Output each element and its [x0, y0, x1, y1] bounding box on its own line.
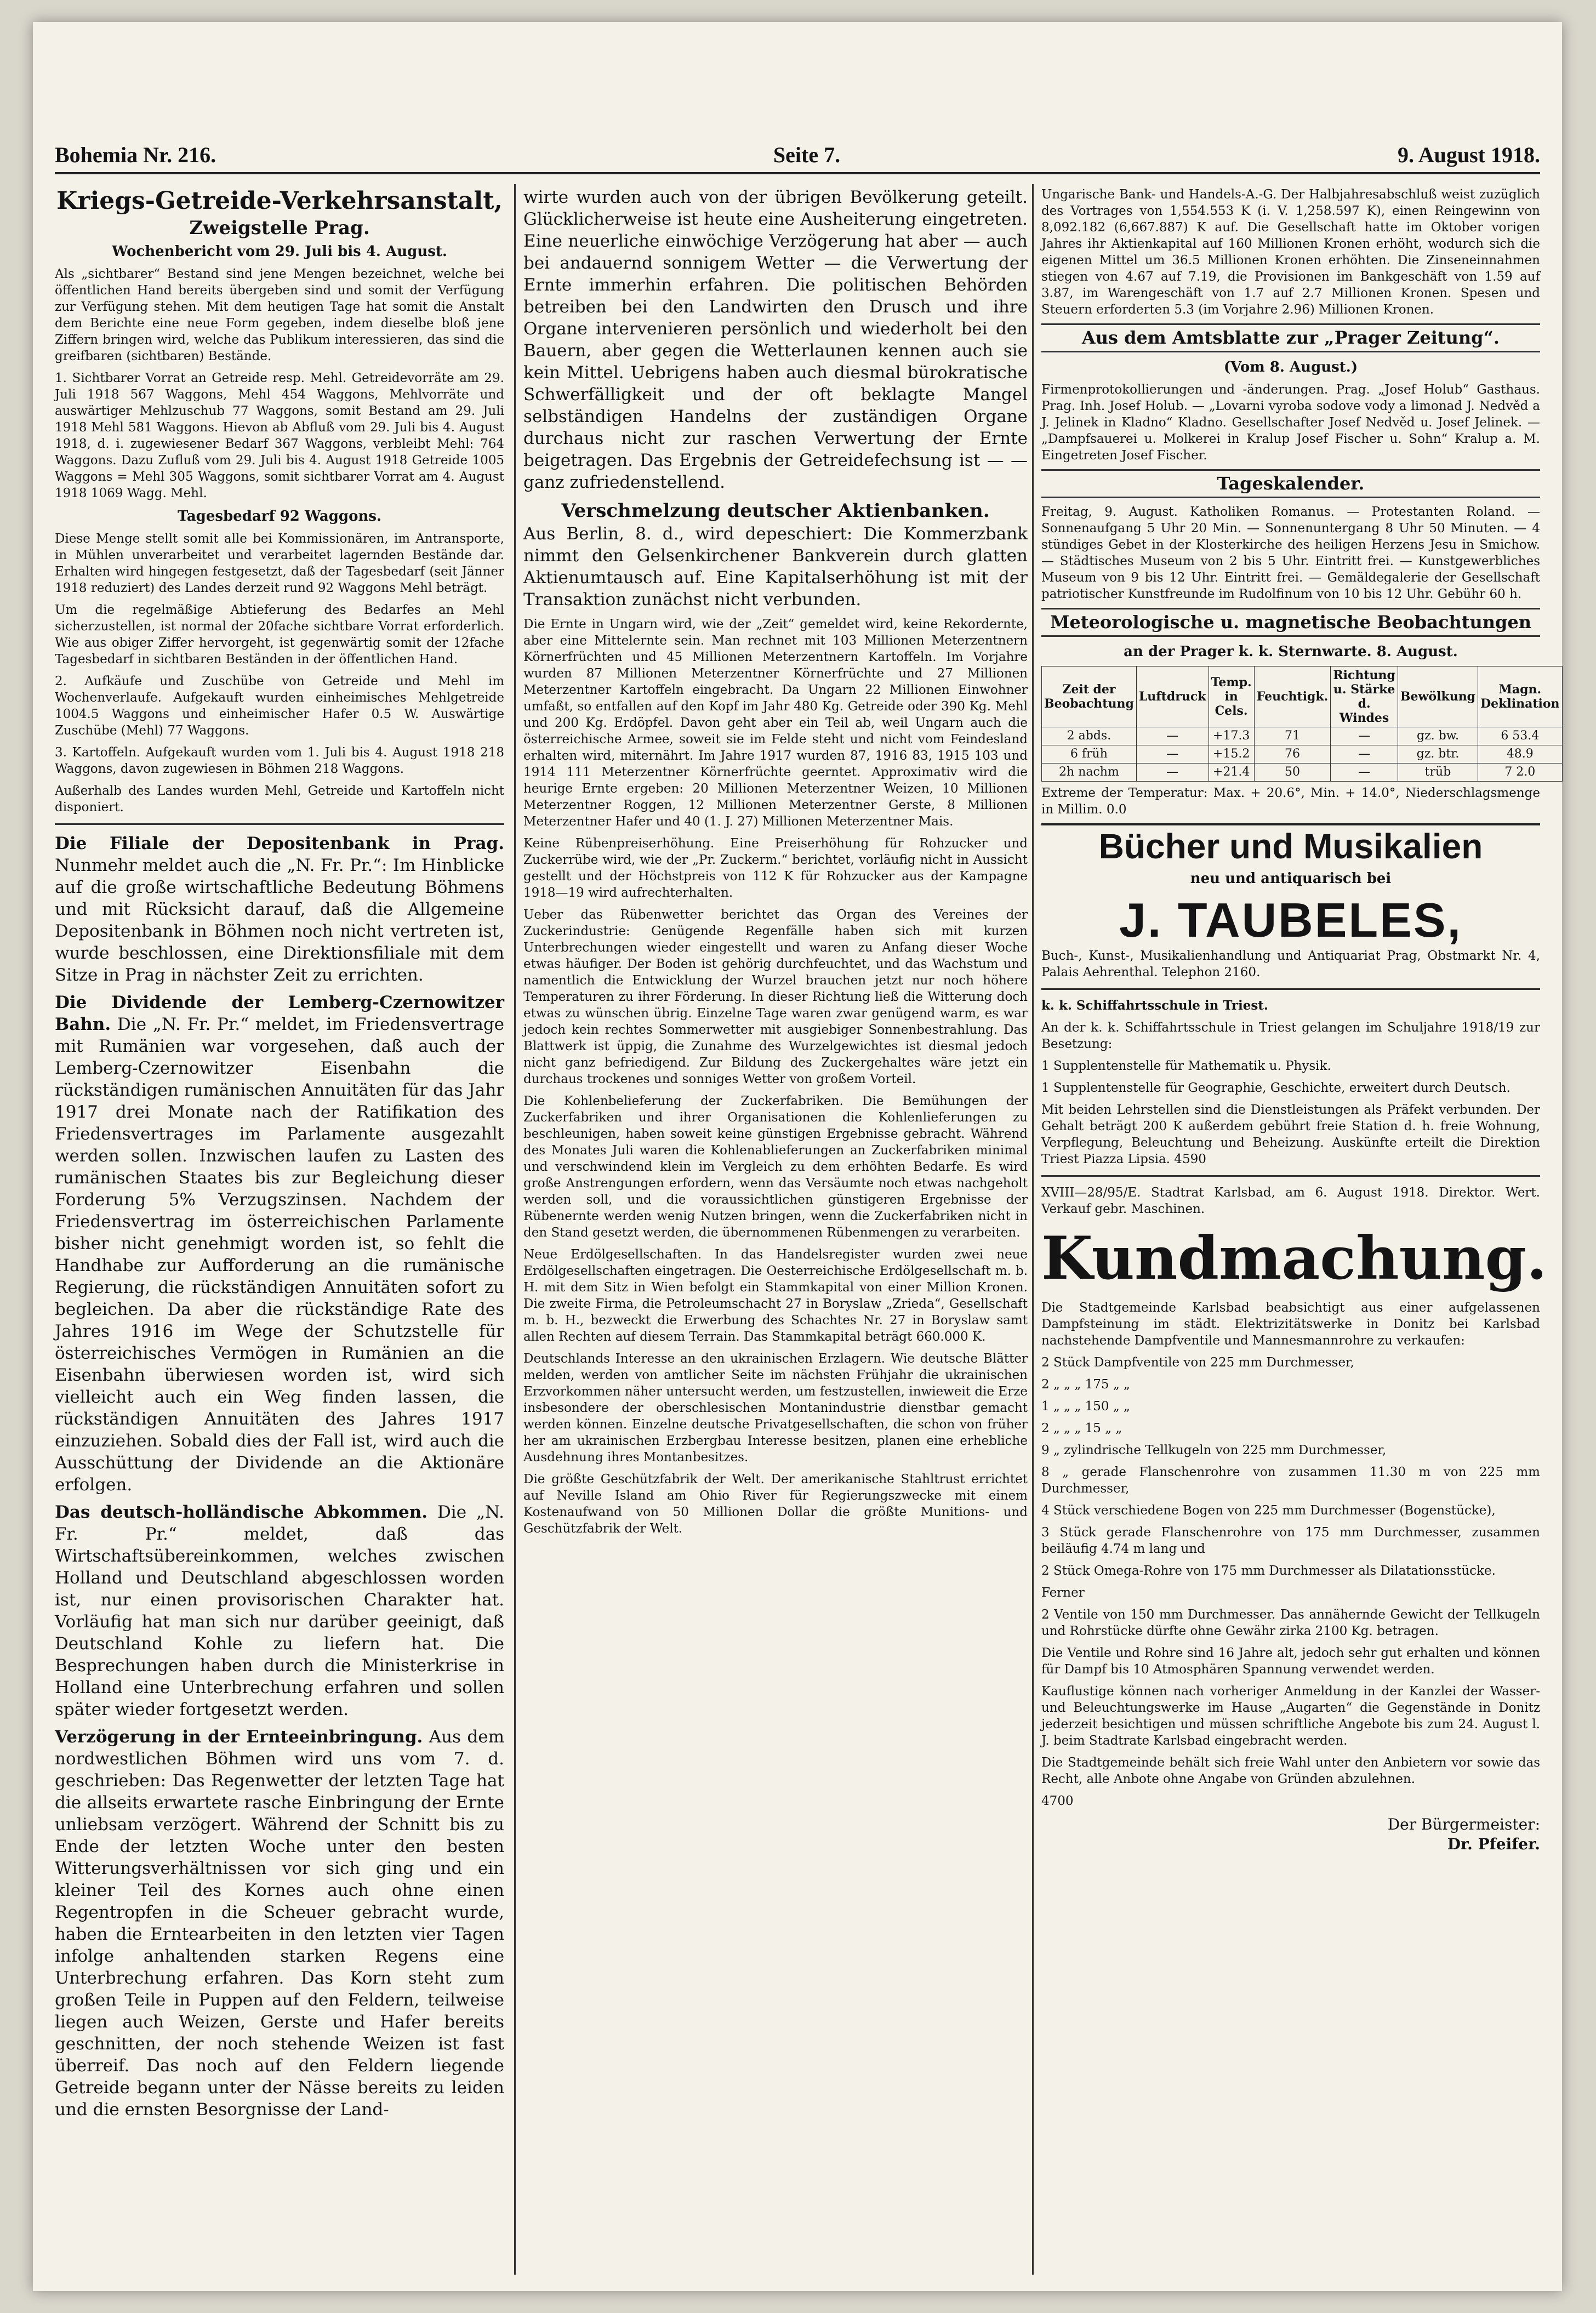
ad-company-name: J. TAUBELES,	[1119, 893, 1462, 947]
meteo-col-header: Temp. in Cels.	[1209, 666, 1254, 727]
table-cell: —	[1331, 727, 1398, 745]
table-cell: 48.9	[1478, 745, 1562, 764]
table-cell: 71	[1254, 727, 1331, 745]
text-schule-2: Mit beiden Lehrstellen sind die Dienstleistungen als Präfekt verbunden. Der Gehalt beträgt 200 K außerdem gebührt freie Station d. h. freie Wohnung, Verpflegung, Beleuchtung und Beheizung. Auskünfte erteilt die Direktion Triest Piazza Lipsia. 4590	[1041, 1103, 1540, 1166]
signature-name: Dr. Pfeifer.	[1447, 1835, 1540, 1853]
divider	[1041, 1175, 1540, 1177]
kund-text-3: Kauflustige können nach vorheriger Anmeldung in der Kanzlei der Wasser- und Beleuchtungswerke im Hause „Augarten“ die Gegenstände in Donitz jederzeit besichtigen und müssen schriftliche Angebote bis zum 24. August l. J. beim Stadtrate Karlsbad eingebracht werden.	[1041, 1684, 1540, 1748]
text-fusion: Aus Berlin, 8. d., wird depeschiert: Die Kommerzbank nimmt den Gelsenkirchener Bankverein durch glatten Aktienumtausch auf. Eine Kapitalserhöhung ist mit der Transaktion zunächst nicht verbunden.	[523, 524, 1028, 609]
text-ruebenpreis: Keine Rübenpreiserhöhung. Eine Preiserhöhung für Rohzucker und Zuckerrübe wird, wie der „Pr. Zuckerm.“ berichtet, vorläufig nicht in Aussicht gestellt und der Höchstpreis von 112 K für Rohzucker aus der Kampagne 1918—19 wird aufrechterhalten.	[523, 836, 1028, 900]
text-ungarn: Die Ernte in Ungarn wird, wie der „Zeit“ gemeldet wird, keine Rekordernte, aber eine Mittelernte sein. Man rechnet mit 103 Millionen Meterzentnern Körnerfrüchten und 45 Millionen Meterzentnern Kartoffeln. Im Vorjahre wurden 87 Millionen Meterzentner Körnerfrüchte und 27 Millionen Meterzentner Kartoffeln eingebracht. Da Ungarn 22 Millionen Einwohner umfaßt, so entfallen auf den Kopf im Jahr 480 Kg. Getreide oder 390 Kg. Mehl und 200 Kg. Erdöpfel. Davon geht aber ein Teil ab, weil Ungarn auch die österreichische Armee, soweit sie im Felde steht und nicht vom Feindesland erhalten wird, miternährt. Im Jahre 1917 wurden 87, 1916 83, 1915 103 und 1914 111 Meterzentner Körnerfrüchte geerntet. Approximativ wird die heurige Ernte ergeben: 20 Millionen Meterzentner Weizen, 10 Millionen Meterzentner Roggen, 12 Millionen Meterzentner Gerste, 8 Millionen Meterzentner Hafer und 40 (1. J. 27) Millionen Meterzentner Mais.	[523, 617, 1028, 829]
page-header	[55, 129, 1540, 174]
meteo-extreme: Extreme der Temperatur: Max. + 20.6°, Min. + 14.0°, Niederschlagsmenge in Millim. 0.0	[1041, 786, 1540, 817]
ad-title: Bücher und Musikalien	[1041, 823, 1540, 867]
meteo-col-header: Bewölkung	[1398, 666, 1478, 727]
header-issue: Bohemia Nr. 216.	[55, 143, 216, 167]
header-date: 9. August 1918.	[1397, 143, 1540, 167]
list-item: 3 Stück gerade Flanschenrohre von 175 mm Durchmesser, zusammen beiläufig 4.74 m lang und	[1041, 1525, 1540, 1556]
divider	[1041, 988, 1540, 990]
week-report: Wochenbericht vom 29. Juli bis 4. August.	[112, 243, 447, 260]
text-amtsblatt: Firmenprotokollierungen und -änderungen. Prag. „Josef Holub“ Gasthaus. Prag. Inh. Josef Holub. — „Lovarni vyroba sodove vody a limonad J. Nedvěd a J. Jelinek in Kladno“ Kladno. Gesellschafter Josef Nedvěd u. Josef Jelinek. — „Dampfsauerei u. Molkerei in Kralup Josef Fischer u. Sohn“ Kralup a. M. Eingetreten Josef Fischer.	[1041, 383, 1540, 463]
table-row	[1042, 764, 1563, 782]
signature-role: Der Bürgermeister:	[1387, 1815, 1540, 1833]
paragraph: Außerhalb des Landes wurden Mehl, Getreide und Kartoffeln nicht disponiert.	[55, 784, 504, 814]
column-rule	[1032, 184, 1034, 2275]
text-ernte: Aus dem nordwestlichen Böhmen wird uns vom 7. d. geschrieben: Das Regenwetter der letzten Tage hat die allseits erwartete rasche Einbringung der Ernte unliebsam verzögert. Während der Schnitt bis zu Ende der letzten Woche unter den besten Witterungsverhältnissen vor sich ging und ein kleiner Teil des Kornes auch ohne einen Regentropfen in die Scheuer gebracht wurde, haben die Erntearbeiten in den letzten vier Tagen infolge anhaltenden starken Regens eine Unterbrechung erfahren. Das Korn steht zum großen Teile in Puppen auf den Feldern, teilweise liegen auch Weizen, Gerste und Hafer bereits geschnitten, der noch stehende Weizen ist fast überreif. Das noch auf den Feldern liegende Getreide begann unter der Nässe bereits zu leiden und die ernsten Besorgnisse der Land-	[55, 1727, 505, 2120]
headline-schule: k. k. Schiffahrtsschule in Triest.	[1041, 998, 1268, 1013]
ad-subtitle: neu und antiquarisch bei	[1190, 870, 1392, 887]
kundmachung-title: Kundmachung.	[1041, 1224, 1547, 1293]
list-item: 4 Stück verschiedene Bogen von 225 mm Durchmesser (Bogenstücke),	[1041, 1503, 1496, 1518]
headline-abkommen: Das deutsch-holländische Abkommen.	[55, 1502, 428, 1522]
table-cell: +21.4	[1209, 764, 1254, 782]
list-item: 1 „ „ „ 150 „ „	[1041, 1399, 1130, 1414]
meteo-col-header: Magn. Deklination	[1478, 666, 1562, 727]
text-bank: Ungarische Bank- und Handels-A.-G. Der Halbjahresabschluß weist zuzüglich des Vortrages von 1,554.553 K (i. V. 1,258.597 K), einen Reingewinn von 8,092.182 (6,667.887) K auf. Die Gesellschaft hatte im Oktober vorigen Jahres ihr Aktienkapital auf 160 Millionen Kronen erhöht, wodurch sich die eigenen Mittel um 36.5 Millionen Kronen erhöhten. Die Zinseneinnahmen stiegen von 4.67 auf 7.19, die Provisionen im Bankgeschäft von 1.59 auf 3.87, im Warengeschäft von 1.7 auf 2.7 Millionen Kronen. Spesen und Steuern erforderten 5.3 (im Vorjahre 2.96) Millionen Kronen.	[1041, 187, 1540, 317]
table-cell: gz. bw.	[1398, 727, 1478, 745]
meteo-header-row	[1042, 666, 1563, 727]
column-2	[523, 186, 1028, 1542]
table-cell: 6 früh	[1042, 745, 1137, 764]
meteo-col-header: Zeit der Beobachtung	[1042, 666, 1137, 727]
article-subtitle: Zweigstelle Prag.	[189, 217, 370, 239]
headline-dividende: Die Dividende der Lemberg-Czernowitzer Bahn.	[55, 993, 504, 1034]
karlsbad-reference: XVIII—28/95/E. Stadtrat Karlsbad, am 6. August 1918. Direktor. Wert. Verkauf gebr. Maschinen.	[1041, 1186, 1540, 1216]
table-cell: 2h nachm	[1042, 764, 1137, 782]
kund-text-2: Die Ventile und Rohre sind 16 Jahre alt, jedoch sehr gut erhalten und können für Dampf bis 10 Atmosphären Spannung verwendet werden.	[1041, 1646, 1540, 1677]
text-dividende: Die „N. Fr. Pr.“ meldet, im Friedensvertrage mit Rumänien war vorgesehen, daß auch der Lemberg-Czernowitzer Eisenbahn die rückständigen rumänischen Annuitäten für das Jahr 1917 drei Monate nach der Ratifikation des Friedensvertrages im Parlamente ausgezahlt werden sollen. Inzwischen laufen zu Lasten des rumänischen Staates bis zur Begleichung dieser Forderung 5% Verzugszinsen. Nachdem der Friedensvertrag im österreichischen Parlamente bisher nicht genehmigt worden ist, so fehlt die Handhabe zur Aufforderung an die rumänische Regierung, die rückständigen Annuitäten sofort zu begleichen. Da aber die rückständige Rate des Jahres 1916 im Wege der Schutzstelle für österreichisches Vermögen in Rumänien an die Eisenbahn überwiesen worden ist, wird sich vielleicht auch ein Weg finden lassen, die rückständigen Annuitäten des Jahres 1917 einzuziehen. Sobald dies der Fall ist, wird auch die Ausschüttung der Dividende an die Aktionäre erfolgen.	[55, 1015, 505, 1495]
table-cell: —	[1331, 764, 1398, 782]
paragraph: Diese Menge stellt somit alle bei Kommissionären, im Antransporte, in Mühlen unverarbeitet und verarbeitet lagernden Bestände dar. Erhalten wird hingegen festgesetzt, daß der Tagesbedarf (seit Jänner 1918 reduziert) des Landes derzeit rund 92 Waggons Mehl beträgt.	[55, 532, 504, 595]
list-item: 9 „ zylindrische Tellkugeln von 225 mm Durchmesser,	[1041, 1443, 1387, 1457]
divider	[55, 823, 504, 825]
newspaper-page	[33, 22, 1562, 2291]
table-cell: 2 abds.	[1042, 727, 1137, 745]
list-item: 2 Stück Dampfventile von 225 mm Durchmesser,	[1041, 1355, 1354, 1370]
kund-text-4: Die Stadtgemeinde behält sich freie Wahl unter den Anbietern vor sowie das Recht, alle Anbote ohne Angabe von Gründen abzulehnen.	[1041, 1756, 1540, 1786]
meteo-col-header: Luftdruck	[1136, 666, 1209, 727]
table-cell: —	[1136, 727, 1209, 745]
table-cell: 7 2.0	[1478, 764, 1562, 782]
text-erdoel: Neue Erdölgesellschaften. In das Handelsregister wurden zwei neue Erdölgesellschaften eingetragen. Die Oesterreichische Erdölgesellschaft m. b. H. mit dem Sitz in Wien befolgt ein Stammkapital von einer Million Kronen. Die zweite Firma, die Petroleumschacht 27 in Boryslaw „Zrieda“, Gesellschaft m. b. H., bezweckt die Erwerbung des Schachtes Nr. 27 in Boryslaw samt allen Rechten auf diesem Terrain. Das Stammkapital beträgt 660.000 K.	[523, 1247, 1028, 1344]
amtsblatt-date: (Vom 8. August.)	[1223, 359, 1358, 375]
list-item: 2 Ventile von 150 mm Durchmesser. Das annähernde Gewicht der Tellkugeln und Rohrstücke dürfte ohne Gewähr zirka 2100 Kg. betragen.	[1041, 1608, 1540, 1638]
text-abkommen: Die „N. Fr. Pr.“ meldet, daß das Wirtschaftsübereinkommen, welches zwischen Holland und Deutschland abgeschlossen worden ist, nur einen provisorischen Charakter hat. Vorläufig hat man sich nur darüber geeinigt, daß Deutschland Kohle zu liefern hat. Die Besprechungen haben durch die Ministerkrise in Holland eine Unterbrechung erfahren und sollen später wieder fortgesetzt werden.	[55, 1502, 504, 1719]
text-tageskalender: Freitag, 9. August. Katholiken Romanus. — Protestanten Roland. — Sonnenaufgang 5 Uhr 20 Min. — Sonnenuntergang 8 Uhr 50 Minuten. — 4 stündiges Gebet in der Klosterkirche des heiligen Herzens Jesu in Smichow. — Städtisches Museum von 2 bis 5 Uhr. Eintritt frei. — Kunstgewerbliches Museum von 9 bis 12 Uhr. Eintritt frei. — Gemäldegalerie der Gesellschaft patriotischer Kunstfreunde im Rudolfinum von 10 bis 12 Uhr. Gebühr 60 h.	[1041, 505, 1540, 601]
table-row	[1042, 745, 1563, 764]
table-cell: +15.2	[1209, 745, 1254, 764]
ad-address: Buch-, Kunst-, Musikalienhandlung und Antiquariat Prag, Obstmarkt Nr. 4, Palais Aehrenthal. Telephon 2160.	[1041, 949, 1540, 979]
headline-fusion: Verschmelzung deutscher Aktienbanken.	[561, 500, 990, 522]
text-ruebenwetter: Ueber das Rübenwetter berichtet das Organ des Vereines der Zuckerindustrie: Genügende Regenfälle haben sich mit kurzen Unterbrechungen wieder eingestellt und waren zu Anfang dieser Woche etwas häufiger. Der Boden ist gehörig durchfeuchtet, und das Wachstum und namentlich die Entwicklung der Wurzel brauchen jetzt nur noch höhere Temperaturen zu ihrer Förderung. In dieser Richtung ließ die Witterung doch etwas zu wünschen übrig. Einzelne Tage waren zwar genügend warm, es war jedoch kein rechtes Sommerwetter mit ausgiebiger Sonnenbestrahlung. Das Blattwerk ist üppig, die Zunahme des Wurzelgewichtes ist diesmal jedoch nicht ganz befriedigend. Zur Bildung des Zuckergehaltes wäre jetzt ein durchaus trockenes und sonniges Wetter von großem Vorteil.	[523, 908, 1028, 1086]
list-item: 2 „ „ „ 175 „ „	[1041, 1377, 1130, 1392]
list-item: 1 Supplentenstelle für Mathematik u. Physik.	[1041, 1059, 1331, 1073]
table-cell: 50	[1254, 764, 1331, 782]
text-schule: An der k. k. Schiffahrtsschule in Triest gelangen im Schuljahre 1918/19 zur Besetzung:	[1041, 1021, 1540, 1051]
paragraph: Als „sichtbarer“ Bestand sind jene Mengen bezeichnet, welche bei öffentlichen Hand bereits übergeben sind und somit der Verfügung zur Verfügung stehen. Mit dem heutigen Tage hat somit die Anstalt dem Berichte eine neue Form gegeben, indem dieselbe bloß jene Ziffern bringen wird, welche das Publikum interessieren, das sind die greifbaren (sichtbaren) Bestände.	[55, 267, 504, 363]
meteo-col-header: Feuchtigk.	[1254, 666, 1331, 727]
table-cell: —	[1331, 745, 1398, 764]
paragraph: 2. Aufkäufe und Zuschübe von Getreide und Mehl im Wochenverlaufe. Aufgekauft wurden einheimisches Mehlgetreide 1004.5 Waggons und einheimischer Hafer 0.5 W. Auswärtige Zuschübe (Mehl) 77 Waggons.	[55, 674, 504, 738]
table-row	[1042, 727, 1563, 745]
paragraph: Um die regelmäßige Abtieferung des Bedarfes an Mehl sicherzustellen, ist normal der 20fache sichtbare Vorrat erforderlich. Wie aus obiger Ziffer hervorgeht, ist gegenwärtig somit der 12fache Tagesbedarf in sichtbaren Beständen in der öffentlichen Hand.	[55, 603, 504, 666]
subheading-tagesbedarf: Tagesbedarf 92 Waggons.	[177, 508, 382, 525]
table-cell: —	[1136, 764, 1209, 782]
kund-number: 4700	[1041, 1794, 1074, 1808]
column-3	[1041, 186, 1560, 1854]
headline-tageskalender: Tageskalender.	[1041, 469, 1540, 498]
meteo-table	[1041, 666, 1563, 782]
signature-block	[1041, 1815, 1540, 1854]
table-cell: +17.3	[1209, 727, 1254, 745]
headline-amtsblatt: Aus dem Amtsblatte zur „Prager Zeitung“.	[1041, 323, 1540, 352]
list-item: 2 Stück Omega-Rohre von 175 mm Durchmesser als Dilatationsstücke.	[1041, 1564, 1496, 1578]
article-title-getreide: Kriegs-Getreide-Verkehrsanstalt,	[56, 187, 503, 215]
table-cell: gz. btr.	[1398, 745, 1478, 764]
list-item: 1 Supplentenstelle für Geographie, Geschichte, erweitert durch Deutsch.	[1041, 1081, 1511, 1095]
list-item: 2 „ „ „ 15 „ „	[1041, 1421, 1122, 1435]
headline-ernte: Verzögerung in der Ernteeinbringung.	[55, 1727, 423, 1747]
list-item: 8 „ gerade Flanschenrohre von zusammen 11.30 m von 225 mm Durchmesser,	[1041, 1465, 1540, 1496]
text-kohlen: Die Kohlenbelieferung der Zuckerfabriken. Die Bemühungen der Zuckerfabriken und ihrer Organisationen die Kohlenlieferungen zu beschleunigen, haben soweit keine günstigen Ergebnisse gebracht. Während des Monates Juli waren die Kohlenablieferungen an Zuckerfabriken minimal und verschwindend klein im Vergleich zu dem erhöhten Bedarfe. Es wird große Anstrengungen erfordern, wenn das Versäumte noch etwas nachgeholt werden soll, und die voraussichtlichen günstigeren Ergebnisse der Rübenernte werden wenig Nutzen bringen, wenn die Zuckerfabriken nicht in den Stand gesetzt werden, die übernommenen Rübenmengen zu verarbeiten.	[523, 1094, 1028, 1240]
meteo-col-header: Richtung u. Stärke d. Windes	[1331, 666, 1398, 727]
headline-meteo: Meteorologische u. magnetische Beobachtungen	[1041, 608, 1540, 637]
text-ukraine: Deutschlands Interesse an den ukrainischen Erzlagern. Wie deutsche Blätter melden, werden von amtlicher Seite im nächsten Frühjahr die ukrainischen Erzvorkommen näher untersucht werden, um festzustellen, inwieweit die Erze insbesondere der oberschlesischen Montanindustrie dienstbar gemacht werden können. Einzelne deutsche Privatgesellschaften, die schon von früher her am ukrainischen Erzbergbau Interesse besitzen, planen eine erhebliche Ausdehnung ihres Montanbesitzes.	[523, 1352, 1028, 1465]
list-item: Ferner	[1041, 1586, 1085, 1600]
column-rule	[514, 184, 516, 2275]
table-cell: 76	[1254, 745, 1331, 764]
header-page-number: Seite 7.	[773, 143, 841, 167]
table-cell: trüb	[1398, 764, 1478, 782]
table-cell: 6 53.4	[1478, 727, 1562, 745]
text-geschuetzfabrik: Die größte Geschützfabrik der Welt. Der amerikanische Stahltrust errichtet auf Neville Island am Ohio River für Regierungszwecke mit einem Kostenaufwand von 50 Millionen Dollar die größte Munitions- und Geschützfabrik der Welt.	[523, 1472, 1028, 1536]
paragraph: 3. Kartoffeln. Aufgekauft wurden vom 1. Juli bis 4. August 1918 218 Waggons, davon zugewiesen in Böhmen 218 Waggons.	[55, 745, 504, 776]
paragraph: 1. Sichtbarer Vorrat an Getreide resp. Mehl. Getreidevorräte am 29. Juli 1918 567 Waggons, Mehl 454 Waggons, Mehlvorräte und auswärtiger Mehlzuschub 77 Waggons, somit Bestand am 29. Juli 1918 Mehl 581 Waggons. Hievon ab Abfluß vom 29. Juli bis 4. August 1918, d. i. zugewiesener Bedarf 367 Waggons, verbleibt Mehl: 764 Waggons. Dazu Zufluß vom 29. Juli bis 4. August 1918 Getreide 1005 Waggons = Mehl 305 Waggons, somit sichtbarer Vorrat am 4. August 1918 1069 Wagg. Mehl.	[55, 371, 504, 500]
kund-intro: Die Stadtgemeinde Karlsbad beabsichtigt aus einer aufgelassenen Dampfsteinung im städt. Elektrizitätswerke in Donitz bei Karlsbad nachstehende Dampfventile und Mannesmannrohre zu verkaufen:	[1041, 1301, 1540, 1348]
column-1	[55, 186, 504, 2126]
headline-filiale: Die Filiale der Depositenbank in Prag.	[55, 834, 504, 853]
text-continued: wirte wurden auch von der übrigen Bevölkerung geteilt. Glücklicherweise ist heute eine Ausheiterung eingetreten. Eine neuerliche einwöchige Verzögerung hat aber — auch bei andauernd sonnigem Wetter — die Verwertung der Ernte immerhin erfahren. Die politischen Behörden betreiben bei den Landwirten den Drusch und ihre Organe intervenieren persönlich und wiederholt bei den Bauern, aber gegen die Wetterlaunen kennen auch sie kein Mittel. Uebrigens haben auch diesmal bürokratische Schwerfälligkeit und der oft beklagte Mangel selbständigen Handelns der zuständigen Organe durchaus nicht zur raschen Verwertung der Ernte beigetragen. Das Ergebnis der Getreidefechsung ist — — ganz zufriedenstellend.	[523, 187, 1028, 492]
table-cell: —	[1136, 745, 1209, 764]
meteo-subtitle: an der Prager k. k. Sternwarte. 8. August.	[1124, 643, 1458, 660]
text-filiale: Nunmehr meldet auch die „N. Fr. Pr.“: Im Hinblicke auf die große wirtschaftliche Bedeutung Böhmens und mit Rücksicht darauf, daß die Allgemeine Depositenbank in Böhmen noch nicht vertreten ist, wurde beschlossen, eine Direktionsfiliale mit dem Sitze in Prag in nächster Zeit zu errichten.	[55, 856, 504, 985]
